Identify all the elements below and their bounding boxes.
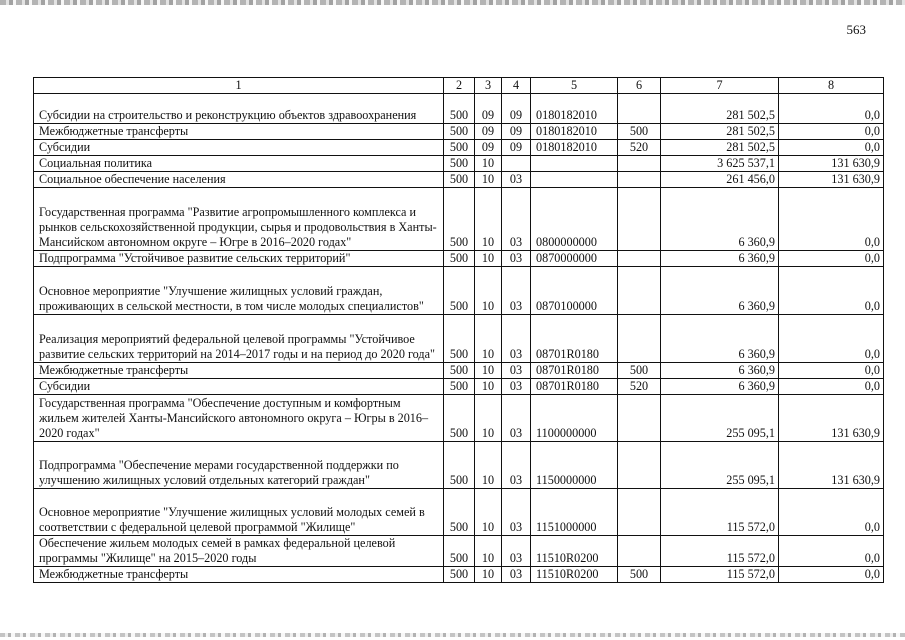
amount-cell: 281 502,5 <box>661 94 779 124</box>
subsection-cell: 03 <box>502 315 531 363</box>
expense-type-cell <box>618 172 661 188</box>
table-header-row <box>34 78 884 94</box>
table-row <box>34 536 884 567</box>
amount-cell: 115 572,0 <box>661 536 779 567</box>
subsection-cell: 03 <box>502 363 531 379</box>
section-cell: 10 <box>475 442 502 489</box>
subsection-cell: 03 <box>502 442 531 489</box>
amount-cell: 6 360,9 <box>661 363 779 379</box>
subvention-amount-cell: 0,0 <box>779 251 884 267</box>
header-cell: 8 <box>779 78 884 94</box>
subsection-cell: 03 <box>502 267 531 315</box>
section-cell: 10 <box>475 172 502 188</box>
table-row <box>34 188 884 251</box>
amount-cell: 6 360,9 <box>661 251 779 267</box>
table-row <box>34 124 884 140</box>
section-cell: 10 <box>475 251 502 267</box>
section-cell: 10 <box>475 379 502 395</box>
subsection-cell: 03 <box>502 172 531 188</box>
row-name-cell: Межбюджетные трансферты <box>34 124 444 140</box>
ministry-code-cell: 500 <box>444 188 475 251</box>
ministry-code-cell: 500 <box>444 124 475 140</box>
header-cell: 6 <box>618 78 661 94</box>
subsection-cell: 03 <box>502 379 531 395</box>
table-row <box>34 379 884 395</box>
header-cell: 4 <box>502 78 531 94</box>
subvention-amount-cell: 131 630,9 <box>779 156 884 172</box>
amount-cell: 6 360,9 <box>661 267 779 315</box>
subsection-cell: 03 <box>502 489 531 536</box>
ministry-code-cell: 500 <box>444 442 475 489</box>
target-article-cell: 0180182010 <box>531 124 618 140</box>
table-row <box>34 395 884 442</box>
target-article-cell <box>531 172 618 188</box>
subvention-amount-cell: 0,0 <box>779 315 884 363</box>
row-name-cell: Социальное обеспечение населения <box>34 172 444 188</box>
amount-cell: 6 360,9 <box>661 379 779 395</box>
subsection-cell: 03 <box>502 395 531 442</box>
section-cell: 10 <box>475 567 502 583</box>
section-cell: 10 <box>475 156 502 172</box>
subsection-cell: 09 <box>502 124 531 140</box>
ministry-code-cell: 500 <box>444 315 475 363</box>
table-row <box>34 363 884 379</box>
expense-type-cell <box>618 188 661 251</box>
header-cell: 5 <box>531 78 618 94</box>
amount-cell: 115 572,0 <box>661 567 779 583</box>
ministry-code-cell: 500 <box>444 140 475 156</box>
ministry-code-cell: 500 <box>444 379 475 395</box>
row-name-cell: Основное мероприятие "Улучшение жилищных условий граждан, проживающих в сельской местности, в том числе молодых специалистов" <box>34 267 444 315</box>
table-row <box>34 442 884 489</box>
section-cell: 09 <box>475 94 502 124</box>
amount-cell: 261 456,0 <box>661 172 779 188</box>
subsection-cell <box>502 156 531 172</box>
row-name-cell: Субсидии <box>34 379 444 395</box>
ministry-code-cell: 500 <box>444 156 475 172</box>
amount-cell: 6 360,9 <box>661 315 779 363</box>
section-cell: 10 <box>475 363 502 379</box>
expense-type-cell: 520 <box>618 379 661 395</box>
row-name-cell: Обеспечение жильем молодых семей в рамках федеральной целевой программы "Жилище" на 2015–2020 годы <box>34 536 444 567</box>
target-article-cell: 1151000000 <box>531 489 618 536</box>
section-cell: 10 <box>475 536 502 567</box>
target-article-cell: 0800000000 <box>531 188 618 251</box>
section-cell: 09 <box>475 124 502 140</box>
ministry-code-cell: 500 <box>444 363 475 379</box>
row-name-cell: Основное мероприятие "Улучшение жилищных условий молодых семей в соответствии с федеральной целевой программой "Жилище" <box>34 489 444 536</box>
subvention-amount-cell: 0,0 <box>779 379 884 395</box>
subvention-amount-cell: 0,0 <box>779 94 884 124</box>
table-row <box>34 140 884 156</box>
subvention-amount-cell: 0,0 <box>779 567 884 583</box>
page-number: 563 <box>846 22 866 37</box>
target-article-cell: 0870100000 <box>531 267 618 315</box>
expense-type-cell <box>618 536 661 567</box>
expense-type-cell: 500 <box>618 124 661 140</box>
table-row <box>34 267 884 315</box>
subsection-cell: 09 <box>502 140 531 156</box>
amount-cell: 255 095,1 <box>661 442 779 489</box>
ministry-code-cell: 500 <box>444 489 475 536</box>
expense-type-cell <box>618 442 661 489</box>
row-name-cell: Подпрограмма "Устойчивое развитие сельских территорий" <box>34 251 444 267</box>
amount-cell: 255 095,1 <box>661 395 779 442</box>
target-article-cell: 1100000000 <box>531 395 618 442</box>
section-cell: 10 <box>475 188 502 251</box>
target-article-cell: 0180182010 <box>531 94 618 124</box>
budget-table <box>33 77 884 583</box>
expense-type-cell: 500 <box>618 363 661 379</box>
expense-type-cell: 500 <box>618 567 661 583</box>
amount-cell: 281 502,5 <box>661 140 779 156</box>
expense-type-cell: 520 <box>618 140 661 156</box>
target-article-cell: 08701R0180 <box>531 363 618 379</box>
ministry-code-cell: 500 <box>444 267 475 315</box>
subvention-amount-cell: 0,0 <box>779 140 884 156</box>
ministry-code-cell: 500 <box>444 94 475 124</box>
subvention-amount-cell: 0,0 <box>779 363 884 379</box>
table-row <box>34 156 884 172</box>
scan-edge-bottom <box>0 633 905 637</box>
row-name-cell: Государственная программа "Обеспечение доступным и комфортным жильем жителей Ханты-Мансийского автономного округа – Югры в 2016–2020 годах" <box>34 395 444 442</box>
subsection-cell: 03 <box>502 536 531 567</box>
section-cell: 10 <box>475 395 502 442</box>
amount-cell: 281 502,5 <box>661 124 779 140</box>
target-article-cell: 0180182010 <box>531 140 618 156</box>
row-name-cell: Государственная программа "Развитие агропромышленного комплекса и рынков сельскохозяйственной продукции, сырья и продовольствия в Ханты-Мансийском автономном округе – Югре в 2016–2020 годах" <box>34 188 444 251</box>
table-row <box>34 172 884 188</box>
table-row <box>34 251 884 267</box>
expense-type-cell <box>618 156 661 172</box>
row-name-cell: Реализация мероприятий федеральной целевой программы "Устойчивое развитие сельских территорий на 2014–2017 годы и на период до 2020 года" <box>34 315 444 363</box>
expense-type-cell <box>618 94 661 124</box>
row-name-cell: Субсидии <box>34 140 444 156</box>
target-article-cell: 1150000000 <box>531 442 618 489</box>
table-row <box>34 489 884 536</box>
subsection-cell: 03 <box>502 188 531 251</box>
row-name-cell: Межбюджетные трансферты <box>34 363 444 379</box>
table-row <box>34 567 884 583</box>
scan-edge-top <box>0 0 905 5</box>
subvention-amount-cell: 0,0 <box>779 536 884 567</box>
row-name-cell: Межбюджетные трансферты <box>34 567 444 583</box>
subvention-amount-cell: 0,0 <box>779 188 884 251</box>
amount-cell: 115 572,0 <box>661 489 779 536</box>
subvention-amount-cell: 0,0 <box>779 489 884 536</box>
subsection-cell: 09 <box>502 94 531 124</box>
subvention-amount-cell: 0,0 <box>779 124 884 140</box>
expense-type-cell <box>618 489 661 536</box>
expense-type-cell <box>618 267 661 315</box>
expense-type-cell <box>618 251 661 267</box>
target-article-cell: 11510R0200 <box>531 536 618 567</box>
row-name-cell: Субсидии на строительство и реконструкцию объектов здравоохранения <box>34 94 444 124</box>
row-name-cell: Подпрограмма "Обеспечение мерами государственной поддержки по улучшению жилищных условий отдельных категорий граждан" <box>34 442 444 489</box>
section-cell: 10 <box>475 267 502 315</box>
subvention-amount-cell: 131 630,9 <box>779 395 884 442</box>
section-cell: 10 <box>475 489 502 536</box>
ministry-code-cell: 500 <box>444 172 475 188</box>
header-cell: 3 <box>475 78 502 94</box>
ministry-code-cell: 500 <box>444 395 475 442</box>
amount-cell: 3 625 537,1 <box>661 156 779 172</box>
ministry-code-cell: 500 <box>444 567 475 583</box>
header-cell: 2 <box>444 78 475 94</box>
subvention-amount-cell: 0,0 <box>779 267 884 315</box>
target-article-cell <box>531 156 618 172</box>
table-row <box>34 315 884 363</box>
target-article-cell: 11510R0200 <box>531 567 618 583</box>
expense-type-cell <box>618 395 661 442</box>
section-cell: 10 <box>475 315 502 363</box>
subsection-cell: 03 <box>502 251 531 267</box>
ministry-code-cell: 500 <box>444 251 475 267</box>
subsection-cell: 03 <box>502 567 531 583</box>
target-article-cell: 0870000000 <box>531 251 618 267</box>
table-row <box>34 94 884 124</box>
amount-cell: 6 360,9 <box>661 188 779 251</box>
ministry-code-cell: 500 <box>444 536 475 567</box>
header-cell: 7 <box>661 78 779 94</box>
target-article-cell: 08701R0180 <box>531 315 618 363</box>
section-cell: 09 <box>475 140 502 156</box>
target-article-cell: 08701R0180 <box>531 379 618 395</box>
expense-type-cell <box>618 315 661 363</box>
subvention-amount-cell: 131 630,9 <box>779 172 884 188</box>
header-cell: 1 <box>34 78 444 94</box>
subvention-amount-cell: 131 630,9 <box>779 442 884 489</box>
row-name-cell: Социальная политика <box>34 156 444 172</box>
